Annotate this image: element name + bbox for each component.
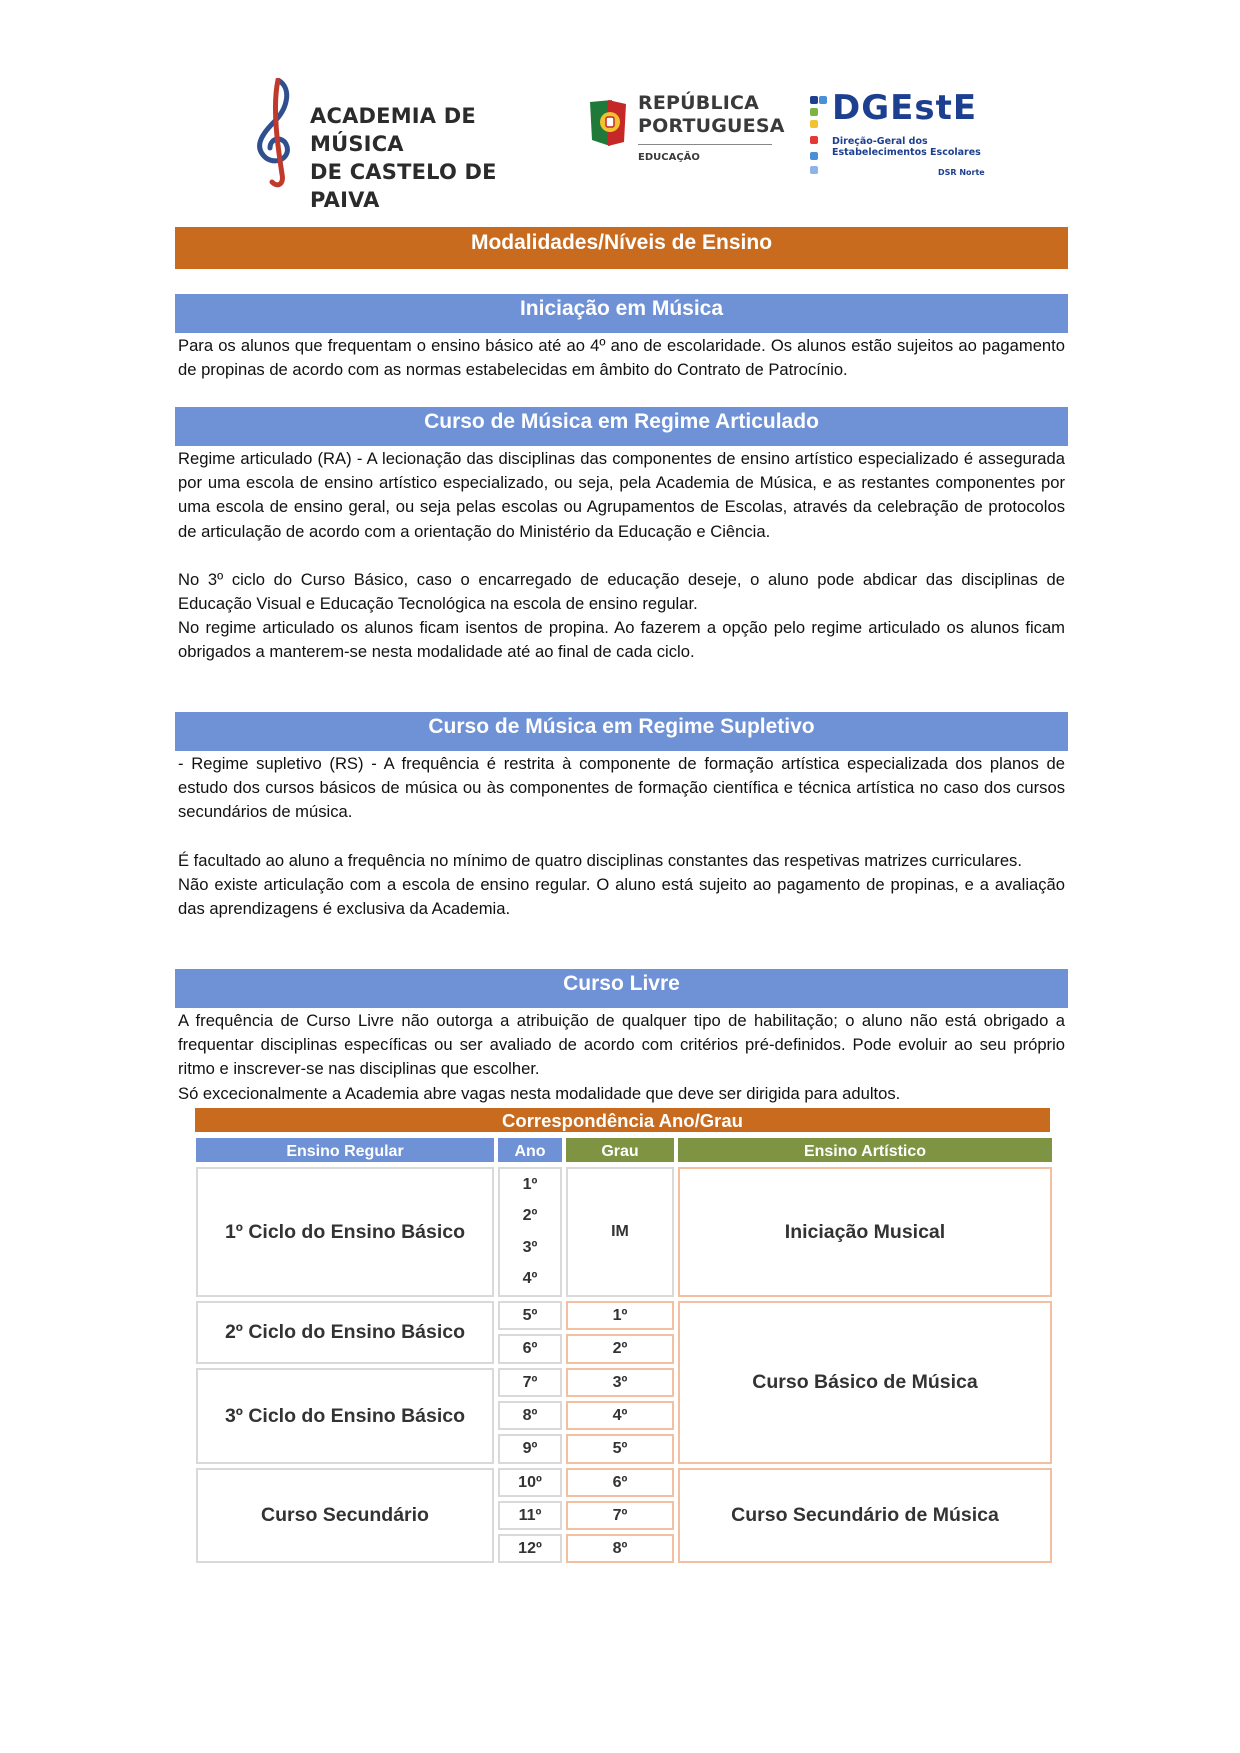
section-title-supletivo: Curso de Música em Regime Supletivo: [175, 712, 1068, 751]
academia-name-line2: DE CASTELO DE PAIVA: [310, 160, 497, 212]
ano-cell: 10º: [498, 1468, 562, 1497]
artistico-cell: Curso Básico de Música: [678, 1301, 1052, 1464]
grau-cell: 8º: [566, 1534, 674, 1563]
header-grau: Grau: [566, 1138, 674, 1162]
ano-cell: 8º: [498, 1401, 562, 1430]
republica-line1: REPÚBLICA: [638, 92, 760, 114]
grau-cell: 6º: [566, 1468, 674, 1497]
grau-cell: IM: [566, 1167, 674, 1297]
section-title-livre: Curso Livre: [175, 969, 1068, 1008]
table-title: Correspondência Ano/Grau: [195, 1108, 1050, 1132]
dgeste-region: DSR Norte: [938, 168, 985, 177]
ciclo-cell: 2º Ciclo do Ensino Básico: [196, 1301, 494, 1364]
ciclo-cell: Curso Secundário: [196, 1468, 494, 1563]
academia-logo: [248, 78, 558, 212]
main-title: Modalidades/Níveis de Ensino: [175, 227, 1068, 269]
dgeste-logo: [808, 88, 1008, 192]
grau-cell: 2º: [566, 1334, 674, 1364]
paragraph: No 3º ciclo do Curso Básico, caso o encarregado de educação deseje, o aluno pode abdicar das disciplinas de Educação Visual e Educação Tecnológica na escola de ensino regular.: [178, 569, 1065, 614]
ano-cell: 12º: [498, 1534, 562, 1563]
ciclo-cell: 3º Ciclo do Ensino Básico: [196, 1368, 494, 1464]
artistico-cell: Curso Secundário de Música: [678, 1468, 1052, 1563]
ano-cell: 5º: [498, 1301, 562, 1330]
republica-emblem-icon: [586, 96, 630, 150]
academia-name-line1: ACADEMIA DE MÚSICA: [310, 104, 476, 156]
grau-cell: 3º: [566, 1368, 674, 1397]
grau-cell: 7º: [566, 1501, 674, 1530]
header-ensino-regular: Ensino Regular: [196, 1138, 494, 1162]
ano-cell: 11º: [498, 1501, 562, 1530]
section-body-iniciacao: [178, 334, 1065, 382]
republica-line2: PORTUGUESA: [638, 115, 785, 137]
grau-cell: 5º: [566, 1434, 674, 1464]
section-title-articulado: Curso de Música em Regime Articulado: [175, 407, 1068, 446]
paragraph: Para os alunos que frequentam o ensino básico até ao 4º ano de escolaridade. Os alunos estão sujeitos ao pagamento de propinas de acordo com as normas estabelecidas em âmbito do Contrato de Patrocínio.: [178, 336, 1065, 380]
header-ensino-artistico: Ensino Artístico: [678, 1138, 1052, 1162]
paragraph: Regime articulado (RA) - A lecionação das disciplinas das componentes de ensino artístico especializado é assegurada por uma escola de ensino artístico especializado, ou seja, pela Academia de Música, e as restantes componentes por uma escola de ensino geral, ou seja pelas escolas ou Agrupamentos de Escolas, através da celebração de protocolos de articulação de acordo com a orientação do Ministério da Educação e Ciência.: [178, 449, 1065, 541]
republica-logo: [586, 92, 786, 182]
section-body-supletivo: [178, 752, 1065, 921]
grau-cell: 1º: [566, 1301, 674, 1330]
ciclo-cell: 1º Ciclo do Ensino Básico: [196, 1167, 494, 1297]
section-body-livre: [178, 1009, 1065, 1106]
dgeste-squares-icon: [808, 92, 830, 182]
ano-cell: 7º: [498, 1368, 562, 1397]
section-body-articulado: [178, 447, 1065, 665]
republica-divider: [638, 144, 772, 145]
grau-cell: 4º: [566, 1401, 674, 1430]
paragraph: Só excecionalmente a Academia abre vagas nesta modalidade que deve ser dirigida para adultos.: [178, 1083, 901, 1103]
ano-cell: 3º: [522, 1238, 538, 1256]
paragraph: No regime articulado os alunos ficam isentos de propina. Ao fazerem a opção pelo regime articulado os alunos ficam obrigados a manterem-se nesta modalidade até ao final de cada ciclo.: [178, 618, 1065, 662]
section-title-iniciacao: Iniciação em Música: [175, 294, 1068, 333]
dgeste-subtitle-line1: Direção-Geral dos: [832, 136, 928, 147]
treble-clef-icon: [248, 78, 308, 190]
paragraph: - Regime supletivo (RS) - A frequência é restrita à componente de formação artística especializada dos planos de estudo dos cursos básicos de música ou às componentes de formação científica e técnica artística no caso dos cursos secundários de música.: [178, 754, 1065, 822]
paragraph: É facultado ao aluno a frequência no mínimo de quatro disciplinas constantes das respetivas matrizes curriculares.: [178, 850, 1022, 870]
paragraph: Não existe articulação com a escola de ensino regular. O aluno está sujeito ao pagamento de propinas, e a avaliação das aprendizagens é exclusiva da Academia.: [178, 874, 1065, 919]
page-header: [0, 78, 1240, 212]
paragraph: A frequência de Curso Livre não outorga a atribuição de qualquer tipo de habilitação; o aluno não está obrigado a frequentar disciplinas específicas ou ser avaliado de acordo com critérios pré-definidos. Pode evoluir ao seu próprio ritmo e inscrever-se nas disciplinas que escolher.: [178, 1011, 1065, 1079]
artistico-cell: Iniciação Musical: [678, 1167, 1052, 1297]
ano-cell: 2º: [522, 1207, 538, 1225]
ano-group: [498, 1167, 562, 1297]
ano-cell: 9º: [498, 1434, 562, 1464]
ano-cell: 1º: [522, 1175, 538, 1193]
republica-subtitle: EDUCAÇÃO: [638, 152, 700, 163]
ano-cell: 4º: [522, 1270, 538, 1288]
dgeste-subtitle-line2: Estabelecimentos Escolares: [832, 147, 981, 158]
header-ano: Ano: [498, 1138, 562, 1162]
dgeste-title: DGEstE: [832, 88, 978, 128]
ano-cell: 6º: [498, 1334, 562, 1364]
